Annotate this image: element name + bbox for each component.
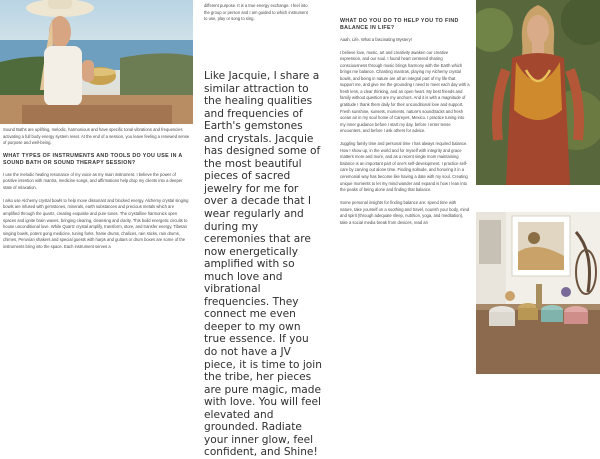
photo-altar-interior: [476, 212, 600, 374]
body-paragraph: I also use Alchemy crystal bowls to help move dissonant and blocked energy. Alchemy crystal singing bowls are infused with gemstones, minerals, earth substances and precious metals which are amplified through the quartz, creating exquisite and pure tones. The crystalline harmonics open spaces and ignite brain waves, bringing clearing, cleansing and clarity. This build energetic circuits to house unconditional love. While Quartz crystal amplify, transform, store, and transfer energy. Tibetan singing bowls, potent gong medicine, tuning forks, frame drums, chalices, rain sticks, rain drums, chimes, Peruvian shakers and special guests with harps and guitars or drum boxes are some of the instruments bring into the space. Each instrument serves a: [3, 197, 189, 249]
body-paragraph: I believe love, music, art and creativity awaken our creative expression, and our soul. I found heart centered sharing consciousness through music brings harmony with the Earth which brings me balance. Chanting mantras, playing my Alchemy crystal bowls, and being in nature are all an integral part of my life that support me, and give me the grounding I need to meet each day with a fresh lens, a clear thinking, and an open heart. My best friends and family without question are my anchors. And it is with a magnitude of gratitude I thank them daily for their unconditional love and support. Fresh sunshine, sunsets, moments, nature's soundtracks and fresh ocean air in my soul home of Careyes, Mexico. I practice tuning into my inner guidance before I start my day, before I enter tense encounters, and before I ask others for advice.: [340, 49, 470, 134]
section-heading-balance: WHAT DO YOU DO TO HELP YOU TO FIND BALANCE IN LIFE?: [340, 18, 459, 32]
photo-woman-portrait: [476, 0, 600, 185]
body-paragraph: Some personal insights for finding balance are: spend time with nature, take yourself on a soothing and travel, nourish your body, mind and spirit (through adequate sleep, nutrition, yoga, and meditation), take a social media break from devices, read an: [340, 200, 470, 225]
intro-paragraph: Sound Baths are uplifting, melodic, harmonious and have specific tonal vibrations and frequencies activating a full body energy system reset. At the end of a session, you leave feeling a renewed sense of purpose and well-being.: [3, 127, 190, 146]
body-paragraph: different purpose. It is a true energy exchange. I feel into the group or person and I am guided to which instrument to use, play or song to sing.: [204, 3, 308, 22]
pull-quote: Like Jacquie, I share a similar attraction to the healing qualities and frequencies of Earth's gemstones and crystals. Jacquie has designed some of the most beautiful pieces of sacred jewelry for me for over a decade that I wear regularly and during my ceremonies that are now energetically amplified with so much love and vibrational frequencies. They connect me even deeper to my own true essence. If you do not have a JV piece, it is time to join the tribe, her pieces are pure magic, made with love. You will feel elevated and grounded. Radiate your inner glow, feel confident, and Shine!: [204, 70, 322, 459]
photo-woman-singing-bowl: [0, 0, 193, 124]
body-paragraph: Juggling family time and personal time I has always required balance. How I show up, in the world and for myself with integrity and grace matters more and more, and as a recent single mom maintaining balance is an important part of one's self-development. I practice self-care by carving out alone time. Finding solitude, and honoring it in a ceremonial way has become like having a date with my soul. Creating unique moments to let my mind wander and expand is how I lean into the peaks of being alone and finding that balance.: [340, 141, 468, 193]
body-paragraph: Aaah, Life. What a fascinating Mystery!: [340, 36, 412, 42]
column-3: [340, 18, 470, 233]
column-2-intro: [204, 3, 308, 29]
section-heading-instruments: WHAT TYPES OF INSTRUMENTS AND TOOLS DO YOU USE IN A SOUND BATH OR SOUND THERAPY SESSION?: [3, 153, 183, 167]
body-paragraph: I use the melodic healing resonance of my voice as my main instrument. I believe the power of positive intention with mantra, medicine songs, and affirmations help drop my clients into a deeper state of relaxation.: [3, 171, 183, 190]
column-1: [3, 127, 191, 257]
